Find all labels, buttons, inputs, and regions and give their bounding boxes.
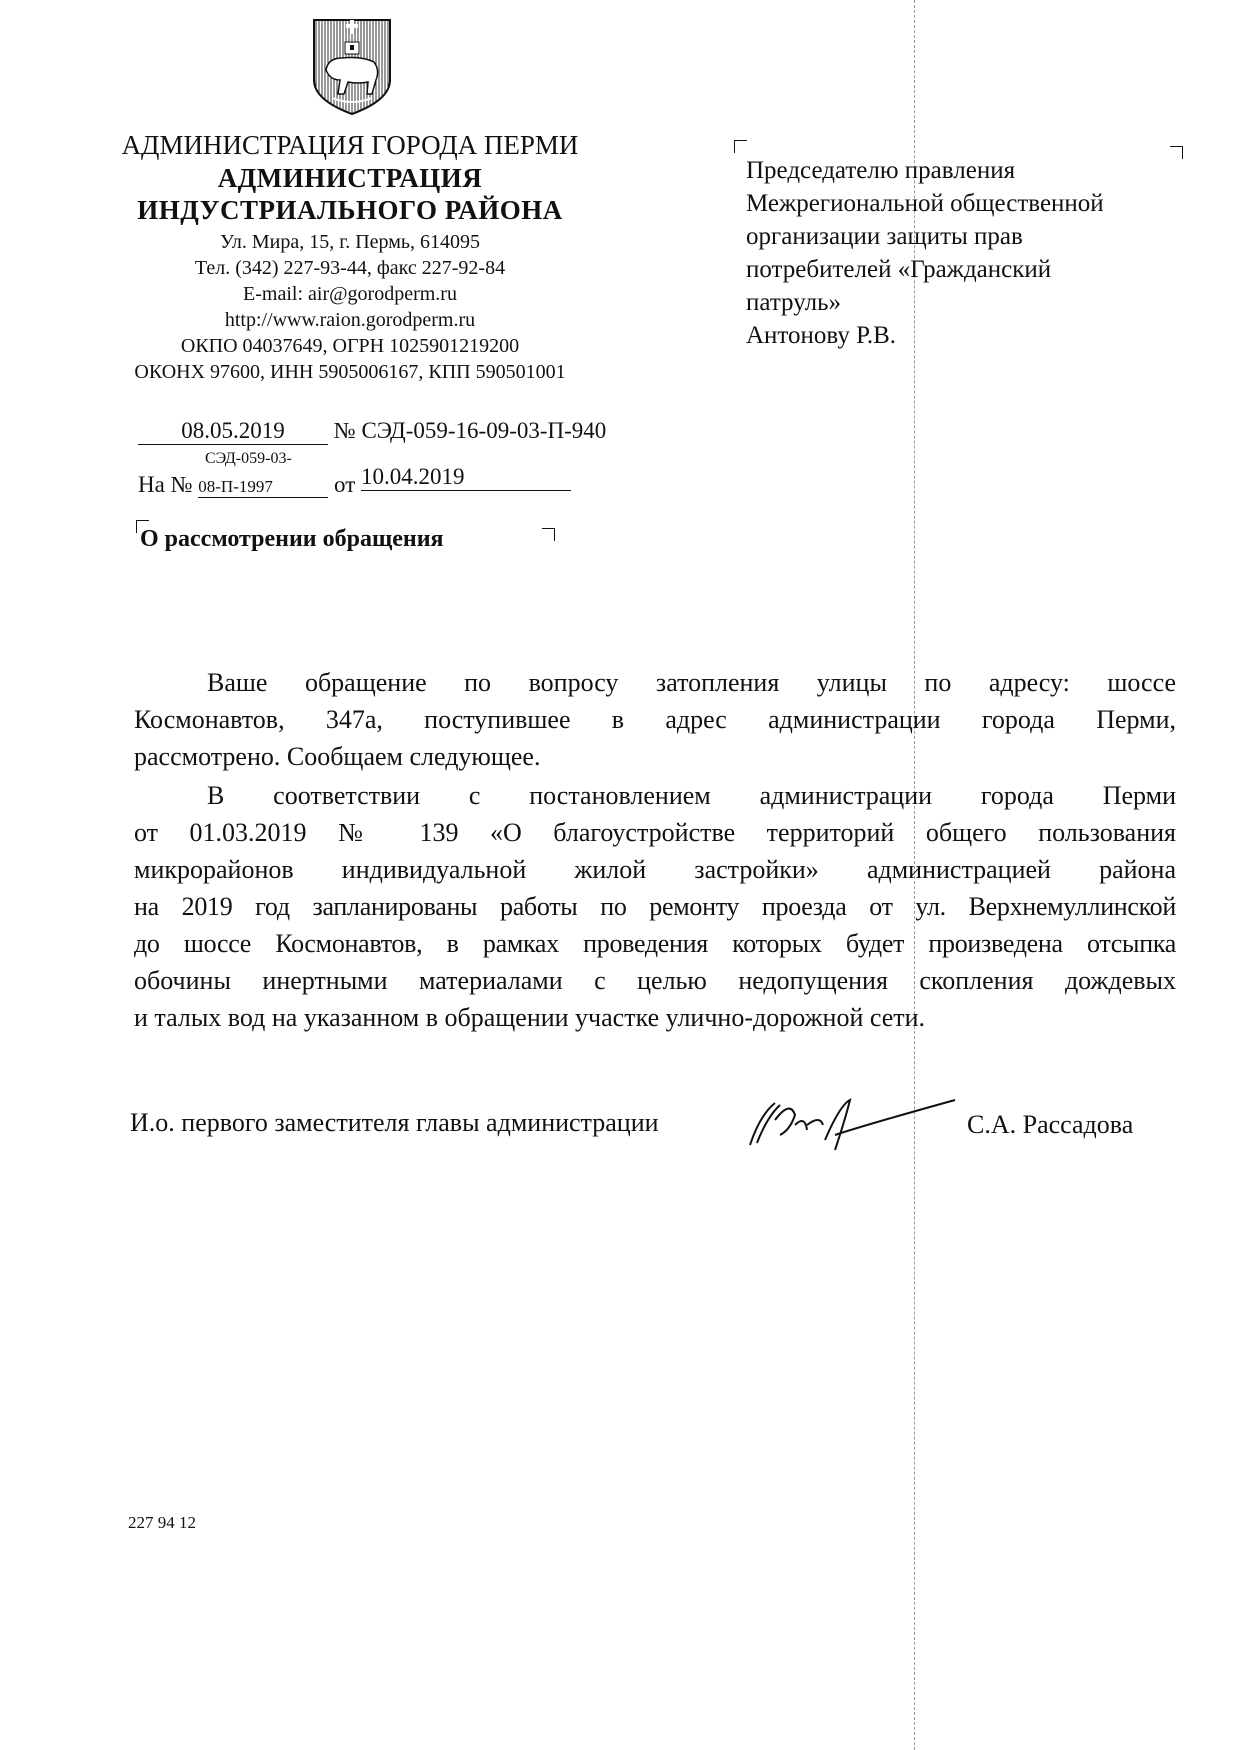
- signatory-position: И.о. первого заместителя главы администрации: [130, 1108, 659, 1137]
- subject-bracket-right: [542, 528, 555, 541]
- recipient-line: потребителей «Гражданский: [746, 256, 1052, 283]
- body-line: микрорайонов индивидуальной жилой застройки» администрацией района: [134, 855, 1176, 884]
- recipient-name: Антонову Р.В.: [746, 322, 897, 349]
- reply-number-prefix: СЭД-059-03-: [205, 450, 292, 467]
- body-line: от 01.03.2019 № 139 «О благоустройстве территорий общего пользования: [134, 818, 1176, 847]
- outgoing-number: СЭД-059-16-09-03-П-940: [361, 418, 607, 443]
- reply-line: [138, 464, 571, 499]
- number-label: №: [333, 418, 356, 443]
- email-line: E-mail: air@gorodperm.ru: [243, 283, 457, 305]
- from-label: от: [334, 472, 356, 497]
- recipient-line: Председателю правления: [746, 157, 1016, 184]
- registration-line: [138, 418, 606, 445]
- reply-number: 08-П-1997: [198, 477, 328, 498]
- district-administration-title-1: АДМИНИСТРАЦИЯ: [217, 163, 483, 193]
- website-line: http://www.raion.gorodperm.ru: [224, 309, 476, 331]
- letterhead-address-block: [60, 229, 640, 385]
- reply-date: 10.04.2019: [361, 464, 571, 491]
- body-line: В соответствии с постановлением администрации города Перми: [207, 781, 1176, 810]
- city-administration-title: АДМИНИСТРАЦИЯ ГОРОДА ПЕРМИ: [121, 130, 579, 160]
- body-line: на 2019 год запланированы работы по ремонту проезда от ул. Верхнемуллинской: [134, 892, 1176, 921]
- phone-line: Тел. (342) 227-93-44, факс 227-92-84: [194, 257, 506, 279]
- letter-subject: О рассмотрении обращения: [140, 526, 444, 552]
- body-line: обочины инертными материалами с целью недопущения скопления дождевых: [134, 966, 1176, 995]
- body-line: Ваше обращение по вопросу затопления улицы по адресу: шоссе: [207, 668, 1176, 697]
- okpo-ogrn-line: ОКПО 04037649, ОГРН 1025901219200: [180, 335, 520, 357]
- district-administration-title-2: ИНДУСТРИАЛЬНОГО РАЙОНА: [137, 195, 563, 225]
- recipient-line: Межрегиональной общественной: [746, 190, 1104, 217]
- okonh-inn-kpp-line: ОКОНХ 97600, ИНН 5905006167, КПП 590501001: [134, 361, 566, 383]
- executor-phone: 227 94 12: [128, 1513, 196, 1532]
- recipient-block: [746, 154, 1104, 352]
- body-line: и талых вод на указанном в обращении участке улично-дорожной сети.: [134, 1003, 926, 1032]
- coat-of-arms-emblem: [312, 18, 392, 116]
- address-line: Ул. Мира, 15, г. Пермь, 614095: [220, 231, 480, 253]
- recipient-bracket-left: [734, 140, 747, 153]
- reply-label: На №: [138, 472, 193, 497]
- body-line: рассмотрено. Сообщаем следующее.: [134, 742, 541, 771]
- handwritten-signature: [745, 1095, 960, 1155]
- recipient-bracket-right: [1170, 146, 1183, 159]
- body-line: Космонавтов, 347а, поступившее в адрес администрации города Перми,: [134, 705, 1176, 734]
- outgoing-date: 08.05.2019: [138, 418, 328, 445]
- recipient-line: патруль»: [746, 289, 842, 316]
- body-line: до шоссе Космонавтов, в рамках проведения которых будет произведена отсыпка: [134, 929, 1176, 958]
- recipient-line: организации защиты прав: [746, 223, 1023, 250]
- signatory-name: С.А. Рассадова: [967, 1110, 1134, 1139]
